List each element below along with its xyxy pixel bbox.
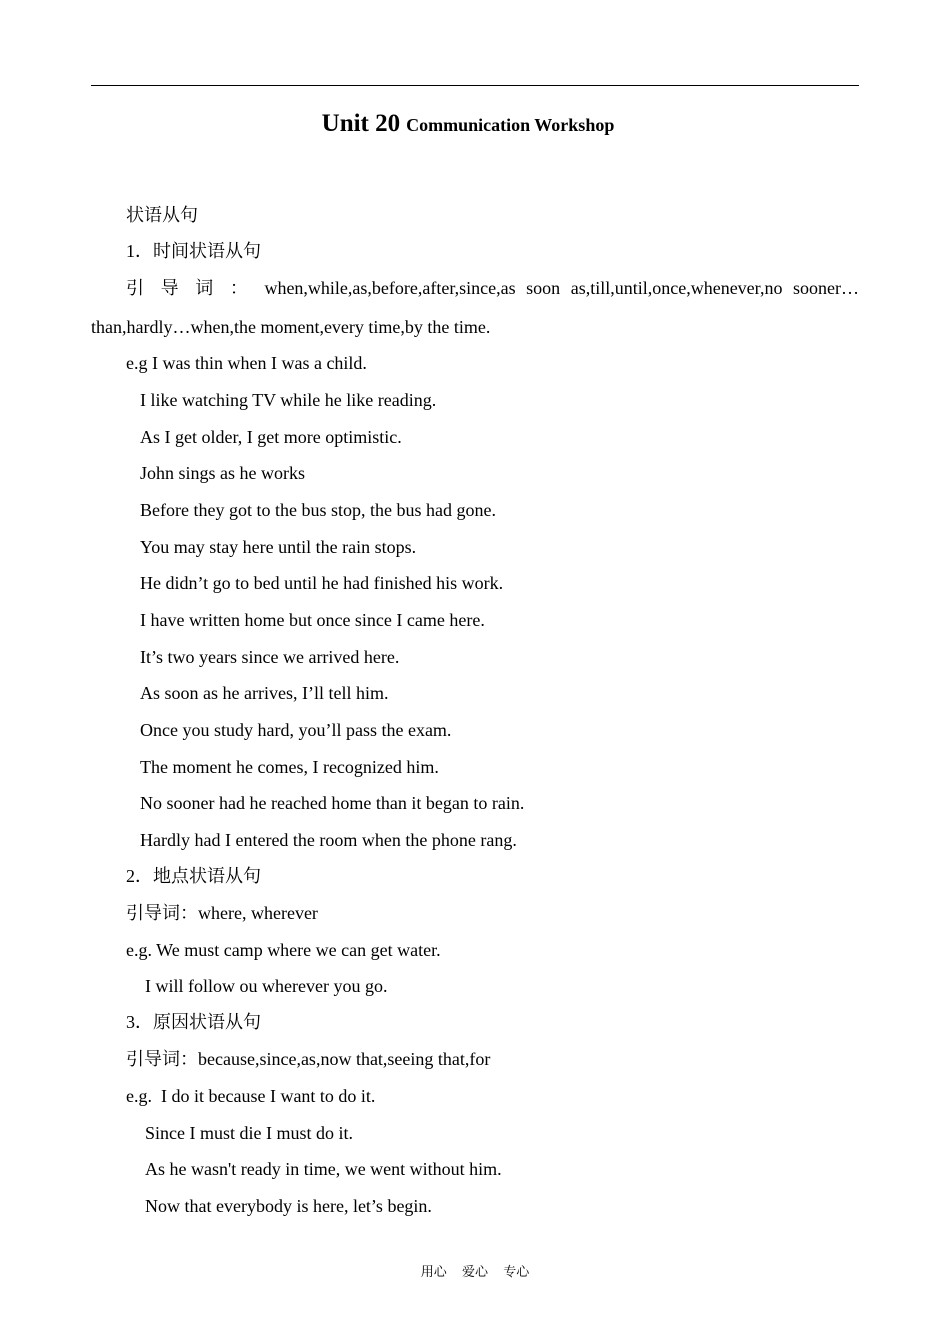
page-footer: 用心 爱心 专心	[420, 1264, 530, 1279]
example-line: It’s two years since we arrived here.	[140, 647, 400, 667]
example-line: Hardly had I entered the room when the phone rang.	[140, 830, 517, 850]
title-main: Unit 20	[321, 110, 401, 137]
example-line: As soon as he arrives, I’ll tell him.	[140, 683, 389, 703]
section-3-intro: 引导词：because,since,as,now that,seeing that,for	[126, 1049, 491, 1069]
example-line: Since I must die I must do it.	[145, 1123, 353, 1143]
example-line: Now that everybody is here, let’s begin.	[145, 1196, 432, 1216]
example-line: I have written home but once since I came here.	[140, 610, 485, 630]
example-line: e.g I was thin when I was a child.	[126, 353, 367, 373]
example-line: As he wasn't ready in time, we went without him.	[145, 1159, 502, 1179]
header-rule	[91, 85, 859, 86]
example-line: Before they got to the bus stop, the bus had gone.	[140, 500, 496, 520]
example-line: He didn’t go to bed until he had finished his work.	[140, 573, 504, 593]
title-sub: Communication Workshop	[406, 115, 615, 135]
section-3-heading: 3．原因状语从句	[126, 1012, 261, 1032]
example-line: e.g. We must camp where we can get water.	[126, 940, 441, 960]
section-heading: 状语从句	[126, 205, 198, 225]
example-line: As I get older, I get more optimistic.	[140, 427, 402, 447]
section-2-heading: 2．地点状语从句	[126, 866, 261, 886]
example-line: I like watching TV while he like reading.	[140, 390, 437, 410]
section-1-intro-line1: 引 导 词 ： when,while,as,before,after,since,as soon as,till,until,once,whenever,no sooner…	[126, 278, 859, 298]
example-line: You may stay here until the rain stops.	[140, 537, 417, 557]
section-2-intro: 引导词：where, wherever	[126, 903, 318, 923]
example-line: e.g. I do it because I want to do it.	[126, 1086, 376, 1106]
example-line: No sooner had he reached home than it began to rain.	[140, 793, 525, 813]
page-title	[0, 110, 936, 138]
example-line: I will follow ou wherever you go.	[145, 976, 388, 996]
section-1-intro-line2: than,hardly…when,the moment,every time,by the time.	[91, 317, 491, 337]
example-line: The moment he comes, I recognized him.	[140, 757, 439, 777]
section-1-heading: 1．时间状语从句	[126, 241, 261, 261]
example-line: John sings as he works	[140, 463, 305, 483]
example-line: Once you study hard, you’ll pass the exam.	[140, 720, 452, 740]
